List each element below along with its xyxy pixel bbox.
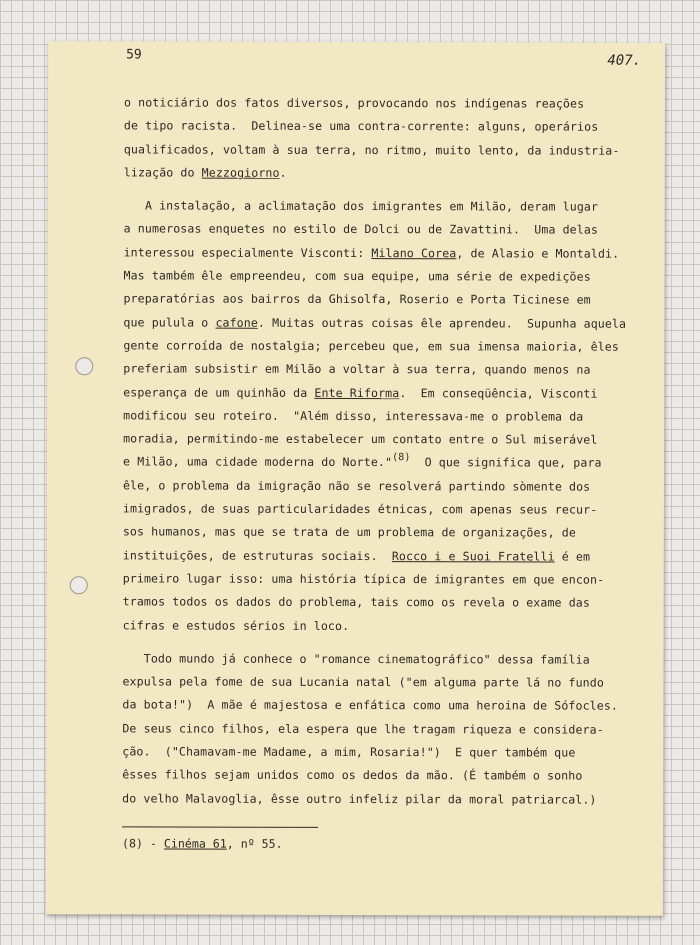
text-line [123,381,653,406]
text-line [123,474,653,499]
text-segment: ção. ("Chamavam-me Madame, a mim, Rosaria!") E quer também que [122,744,576,760]
text-line [122,717,652,742]
text-line [123,497,653,522]
text-segment: Todo mundo já conhece o "romance cinematográfico" dessa família [122,651,590,667]
text-segment: lização do [123,165,202,180]
text-line [122,787,652,812]
text-line [123,428,653,453]
text-segment: êle, o problema da imigração não se resolverá partindo sòmente dos [122,478,591,494]
underlined-title: cafone [215,315,258,330]
text-line [124,91,654,116]
text-segment: preparatórias aos bairros da Ghisolfa, Roserio e Porta Ticinese em [123,291,591,307]
page-number-right: 407. [607,52,642,69]
text-segment: êsses filhos sejam unidos como os dedos da mão. (É também o sonho [122,767,583,783]
footnote [122,836,283,850]
text-segment: A instalação, a aclimatação dos imigrantes em Milão, deram lugar [123,198,599,214]
text-segment: é em [554,549,591,564]
footnote-source: Cinéma 61 [163,836,227,851]
text-segment: modificou seu roteiro. "Além disso, interessava-me o problema da [123,408,584,424]
text-segment: esperança de um quinhão da [123,384,315,400]
text-segment: do velho Malavoglia, êsse outro infeliz pilar da moral patriarcal.) [122,790,597,807]
text-line [123,521,653,546]
text-line [123,451,653,476]
underlined-title: Ente Riforma [314,385,400,400]
text-line [123,567,653,592]
punch-hole [70,576,88,594]
paragraph [122,647,652,811]
text-segment: sos humanos, mas que se trata de um problema de organizações, de [122,524,577,540]
text-line [123,334,653,359]
body-text [122,91,654,811]
text-line [123,591,653,616]
text-line [123,614,653,639]
text-line [122,740,652,765]
text-segment: imigrados, de suas particularidades étnicas, com apenas seus recur- [122,501,598,517]
text-segment: de tipo racista. Delinea-se uma contra-corrente: alguns, operários [123,118,599,134]
text-segment: o noticiário dos fatos diversos, provocando nos indígenas reações [123,95,585,111]
text-segment: da bota!") A mãe é majestosa e enfática como uma heroina de Sófocles. [122,697,619,714]
text-segment: primeiro lugar isso: uma história típica de imigrantes em que encon- [122,571,605,587]
text-line [122,764,652,789]
text-segment: e Milão, uma cidade moderna do Norte." [123,454,393,470]
text-line [122,647,652,672]
text-segment: Mas também êle empreendeu, com sua equipe, uma série de expedições [123,268,591,284]
underlined-title: Rocco i e Suoi Fratelli [391,548,555,564]
text-line [124,161,654,186]
text-segment: instituições, de estruturas sociais. [122,548,392,563]
text-line [123,358,653,383]
text-segment: preferiam subsistir em Milão a voltar à sua terra, quando menos na [123,361,591,377]
text-segment: tramos todos os dados do problema, tais como os revela o exame das [122,594,590,610]
text-segment: a numerosas enquetes no estilo de Dolci ou de Zavattini. Uma delas [123,221,599,238]
typed-page [46,41,665,916]
text-segment: interessou especialmente Visconti: [123,245,372,260]
text-line [122,694,652,719]
text-line [124,241,654,266]
text-segment: expulsa pela fome de sua Lucania natal ("em alguma parte lá no fundo [122,674,604,690]
text-line [123,264,653,289]
text-line [122,671,652,696]
footnote-rule [122,826,318,828]
text-segment: que pulula o [123,315,216,330]
text-segment: . Muitas outras coisas êle aprendeu. Supunha aquela [257,315,627,331]
text-line [123,404,653,429]
text-line [124,218,654,243]
text-line [124,115,654,140]
text-segment: qualificados, voltam à sua terra, no ritmo, muito lento, da industria- [123,141,620,158]
page-number-left: 59 [126,47,142,63]
text-segment: O que significa que, para [410,455,602,471]
text-line [123,311,653,336]
text-segment: cifras e estudos sérios in loco. [122,617,350,633]
text-line [123,288,653,313]
text-segment: De seus cinco filhos, ela espera que lhe tragam riqueza e considera- [122,721,604,737]
underlined-title: Milano Corea [371,245,457,261]
footnote-prefix: (8) - [122,836,164,851]
text-segment: . Em conseqüência, Visconti [399,385,598,401]
paragraph [123,195,654,639]
footnote-marker: (8) [392,452,411,464]
text-line [124,195,654,220]
text-segment: . [279,165,287,180]
text-line [123,544,653,569]
text-line [124,138,654,163]
punch-hole [75,357,93,375]
paragraph [124,91,654,186]
text-segment: gente corroída de nostalgia; percebeu que, em sua imensa maioria, êles [123,338,619,354]
underlined-title: Mezzogiorno [201,165,280,180]
footnote-suffix: , nº 55. [226,836,283,851]
text-segment: moradia, permitindo-me estabelecer um contato entre o Sul miserável [123,431,598,447]
text-segment: , de Alasio e Montaldi. [456,246,620,261]
